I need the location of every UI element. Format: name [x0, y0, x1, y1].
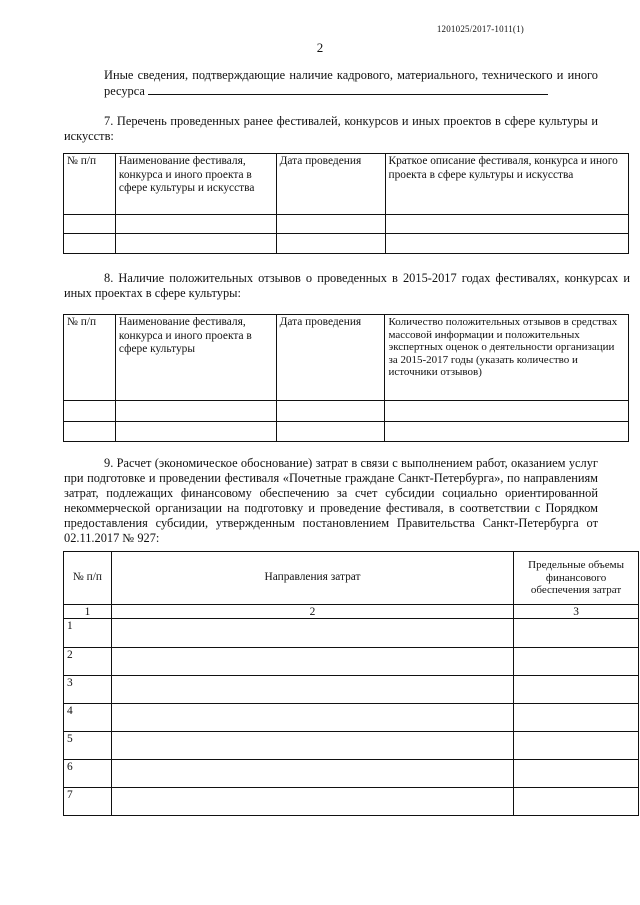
- section9-col-number: № п/п: [64, 552, 112, 605]
- section7-table: [63, 153, 629, 254]
- section9-column-numbers-row: [64, 605, 639, 619]
- table-row: [64, 215, 629, 234]
- table-cell[interactable]: [276, 215, 385, 234]
- table-cell[interactable]: [276, 422, 385, 442]
- row-number: 6: [64, 760, 112, 788]
- section8-col-reviews: Количество положительных отзывов в средствах массовой информации и положительных экспертных оценок о деятельности организации за 2015-2017 годы (указать количество и источники отзывов): [385, 315, 629, 401]
- table-cell[interactable]: [514, 788, 639, 816]
- table-row: [64, 732, 639, 760]
- section7-col-name: Наименование фестиваля, конкурса и иного проекта в сфере культуры и искусства: [115, 154, 276, 215]
- table-row: [64, 422, 629, 442]
- other-info-fill-line: [148, 83, 548, 95]
- table-cell[interactable]: [514, 732, 639, 760]
- column-number-2: 2: [111, 605, 513, 619]
- table-cell[interactable]: [514, 704, 639, 732]
- table-row: [64, 234, 629, 254]
- row-number: 1: [64, 619, 112, 648]
- table-cell[interactable]: [276, 401, 385, 422]
- table-cell[interactable]: [514, 676, 639, 704]
- section7-col-description: Краткое описание фестиваля, конкурса и иного проекта в сфере культуры и искусства: [385, 154, 629, 215]
- table-cell[interactable]: [111, 676, 513, 704]
- row-number: 2: [64, 648, 112, 676]
- table-cell[interactable]: [111, 704, 513, 732]
- other-info-text: Иные сведения, подтверждающие наличие кадрового, материального, технического и иного ресурса: [104, 68, 598, 98]
- table-row: [64, 676, 639, 704]
- section7-heading: 7. Перечень проведенных ранее фестивалей, конкурсов и иных проектов в сфере культуры и искусств:: [64, 114, 598, 143]
- document-id: 1201025/2017-1011(1): [436, 24, 524, 34]
- table-row: [64, 788, 639, 816]
- section7-header-row: [64, 154, 629, 215]
- table-cell[interactable]: [115, 401, 276, 422]
- section9-col-funding-limit: Предельные объемы финансового обеспечения затрат: [514, 552, 639, 605]
- section9-col-expense-direction: Направления затрат: [111, 552, 513, 605]
- table-cell[interactable]: [111, 732, 513, 760]
- table-cell[interactable]: [111, 760, 513, 788]
- table-cell[interactable]: [514, 648, 639, 676]
- table-cell[interactable]: [115, 215, 276, 234]
- section8-col-name: Наименование фестиваля, конкурса и иного проекта в сфере культуры: [115, 315, 276, 401]
- table-cell[interactable]: [64, 422, 116, 442]
- table-cell[interactable]: [115, 422, 276, 442]
- row-number: 4: [64, 704, 112, 732]
- row-number: 5: [64, 732, 112, 760]
- column-number-1: 1: [64, 605, 112, 619]
- section8-header-row: [64, 315, 629, 401]
- table-cell[interactable]: [385, 234, 629, 254]
- section7-col-date: Дата проведения: [276, 154, 385, 215]
- table-cell[interactable]: [385, 215, 629, 234]
- table-cell[interactable]: [64, 215, 116, 234]
- table-cell[interactable]: [514, 760, 639, 788]
- table-row: [64, 648, 639, 676]
- table-cell[interactable]: [111, 619, 513, 648]
- section8-heading: 8. Наличие положительных отзывов о проведенных в 2015-2017 годах фестивалях, конкурсах и иных проектах в сфере культуры:: [64, 271, 630, 300]
- table-row: [64, 704, 639, 732]
- other-info-paragraph: [104, 68, 598, 99]
- row-number: 7: [64, 788, 112, 816]
- section9-table: [63, 551, 639, 816]
- row-number: 3: [64, 676, 112, 704]
- table-cell[interactable]: [64, 234, 116, 254]
- page-number: 2: [316, 40, 324, 55]
- section7-col-number: № п/п: [64, 154, 116, 215]
- table-row: [64, 401, 629, 422]
- table-cell[interactable]: [276, 234, 385, 254]
- section9-header-row: [64, 552, 639, 605]
- table-cell[interactable]: [385, 401, 629, 422]
- column-number-3: 3: [514, 605, 639, 619]
- table-cell[interactable]: [385, 422, 629, 442]
- section8-table: [63, 314, 629, 442]
- section8-col-number: № п/п: [64, 315, 116, 401]
- table-cell[interactable]: [115, 234, 276, 254]
- table-cell[interactable]: [514, 619, 639, 648]
- table-row: [64, 760, 639, 788]
- section8-col-date: Дата проведения: [276, 315, 385, 401]
- section9-heading: 9. Расчет (экономическое обоснование) затрат в связи с выполнением работ, оказанием услуг при подготовке и проведении фестиваля «Почетные граждане Санкт-Петербурга», по направлениям затрат, подлежащих финансовому обеспечению за счет субсидии социально ориентированной некоммерческой организации на подготовку и проведение фестиваля, в соответствии с Порядком предоставления субсидии, утвержденным постановлением Правительства Санкт-Петербурга от 02.11.2017 № 927:: [64, 456, 598, 545]
- table-row: [64, 619, 639, 648]
- table-cell[interactable]: [64, 401, 116, 422]
- table-cell[interactable]: [111, 788, 513, 816]
- table-cell[interactable]: [111, 648, 513, 676]
